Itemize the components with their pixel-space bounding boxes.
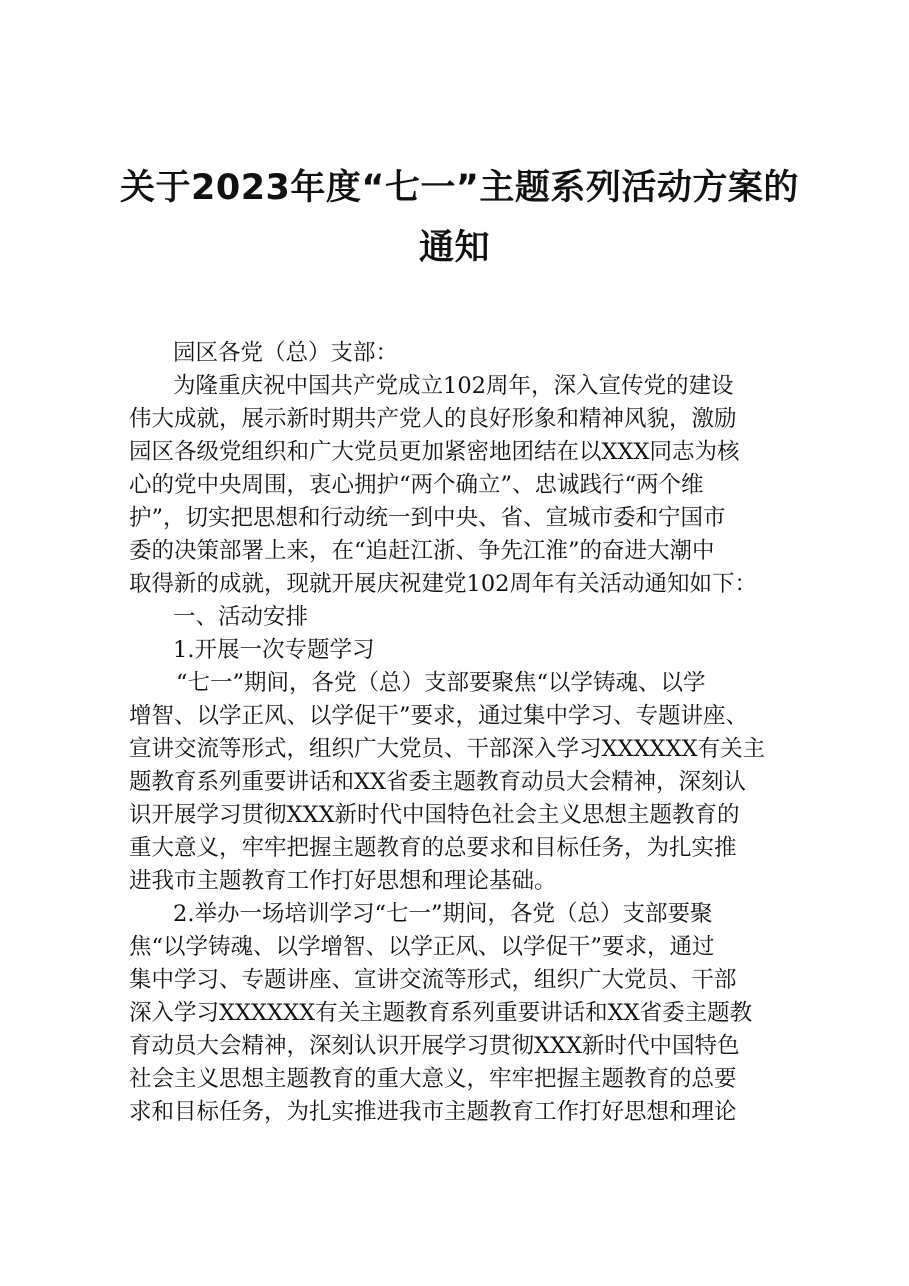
- body-line: 为隆重庆祝中国共产党成立102周年，深入宣传党的建设: [173, 373, 734, 399]
- salutation: 园区各党（总）支部：: [173, 340, 399, 366]
- section-heading: 一、活动安排: [173, 604, 309, 630]
- body-line: 题教育系列重要讲话和XX省委主题教育动员大会精神，深刻认: [129, 769, 747, 795]
- body-line: 育动员大会精神，深刻认识开展学习贯彻XXX新时代中国特色: [129, 1033, 740, 1059]
- body-line: 求和目标任务，为扎实推进我市主题教育工作打好思想和理论: [129, 1099, 737, 1125]
- body-line: 重大意义，牢牢把握主题教育的总要求和目标任务，为扎实推: [129, 835, 737, 861]
- body-line: 焦“以学铸魂、以学增智、以学正风、以学促干”要求，通过: [129, 934, 715, 960]
- body-line: 识开展学习贯彻XXX新时代中国特色社会主义思想主题教育的: [129, 802, 740, 828]
- body-line: 园区各级党组织和广大党员更加紧密地团结在以XXX同志为核: [129, 439, 740, 465]
- body-line: 社会主义思想主题教育的重大意义，牢牢把握主题教育的总要: [129, 1066, 737, 1092]
- body-line: 伟大成就，展示新时期共产党人的良好形象和精神风貌，激励: [129, 406, 737, 432]
- body-line: 宣讲交流等形式，组织广大党员、干部深入学习XXXXXX有关主: [129, 736, 766, 762]
- body-line: 护”，切实把思想和行动统一到中央、省、宣城市委和宁国市: [129, 505, 726, 531]
- body-line: 进我市主题教育工作打好思想和理论基础。: [129, 868, 557, 894]
- body-line: “七一”期间，各党（总）支部要聚焦“以学铸魂、以学: [176, 670, 706, 696]
- body-line: 集中学习、专题讲座、宣讲交流等形式，组织广大党员、干部: [129, 967, 737, 993]
- document-title-line-2: 通知: [418, 228, 490, 268]
- body-line: 2.举办一场培训学习“七一”期间，各党（总）支部要聚: [173, 901, 713, 927]
- document-title-line-1: 关于2023年度“七一”主题系列活动方案的: [120, 168, 799, 208]
- body-line: 委的决策部署上来，在“追赶江浙、争先江淮”的奋进大潮中: [129, 538, 715, 564]
- body-line: 深入学习XXXXXX有关主题教育系列重要讲话和XX省委主题教: [129, 1000, 753, 1026]
- body-line: 增智、以学正风、以学促干”要求，通过集中学习、专题讲座、: [129, 703, 749, 729]
- body-line: 心的党中央周围，衷心拥护“两个确立”、忠诚践行“两个维: [129, 472, 704, 498]
- subsection-heading: 1.开展一次专题学习: [173, 637, 375, 663]
- body-line: 取得新的成就，现就开展庆祝建党102周年有关活动通知如下：: [129, 571, 757, 597]
